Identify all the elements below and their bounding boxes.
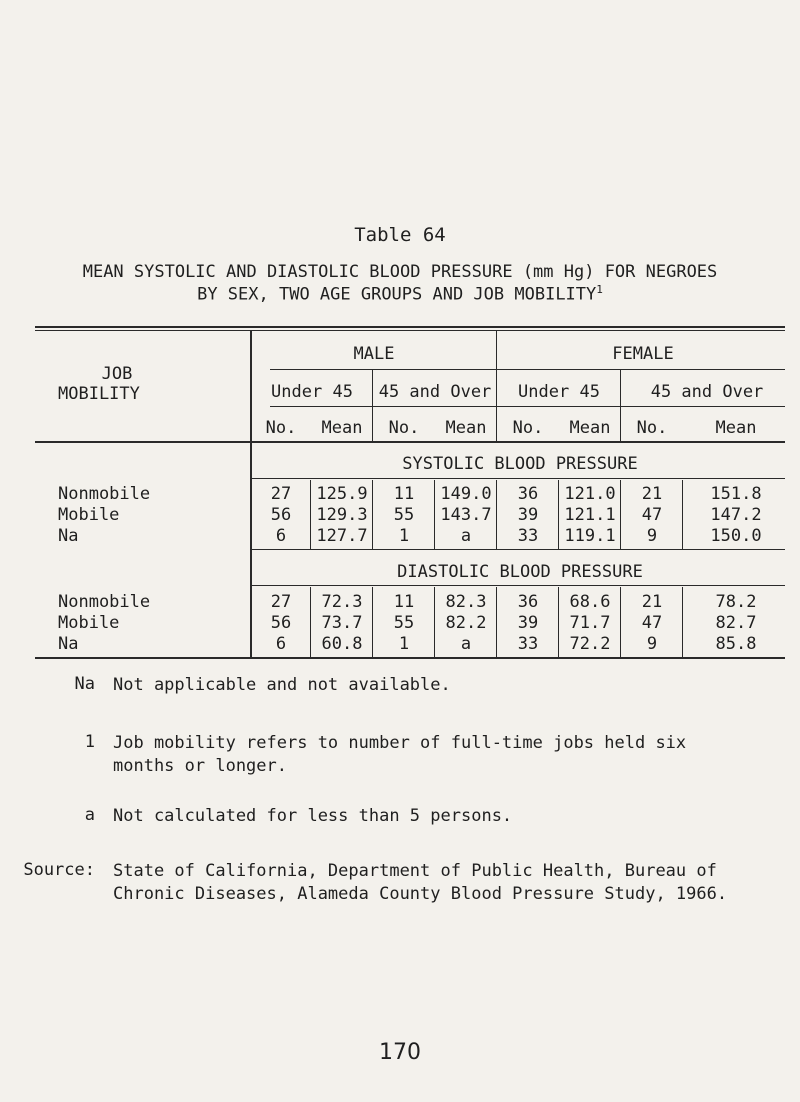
- table-label: Table 64: [354, 224, 446, 246]
- age-header-male-45-over: 45 and Over: [378, 382, 492, 402]
- row-label-nonmobile: Nonmobile: [58, 592, 151, 612]
- row-header-mobility: MOBILITY: [58, 384, 140, 404]
- table-cell: 21: [641, 484, 663, 504]
- table-cell: 11: [393, 592, 415, 612]
- note-key-1: 1: [84, 732, 95, 752]
- table-cell: 85.8: [715, 634, 757, 654]
- systolic-body-rule: [250, 549, 785, 550]
- table-cell: 27: [270, 484, 292, 504]
- table-cell: 47: [641, 613, 663, 633]
- table-cell: 55: [393, 505, 415, 525]
- col-divider-3: [434, 480, 435, 549]
- table-cell: 1: [398, 634, 410, 654]
- col-divider-13: [620, 587, 621, 657]
- sex-header-female: FEMALE: [612, 344, 674, 364]
- row-label-mobile: Mobile: [58, 613, 120, 633]
- col-header-no: No.: [512, 418, 544, 438]
- note-key-source: Source:: [23, 860, 95, 880]
- table-cell: 82.7: [715, 613, 757, 633]
- table-cell: 11: [393, 484, 415, 504]
- table-cell: 150.0: [710, 526, 762, 546]
- table-cell: 56: [270, 613, 292, 633]
- table-top-rule: [35, 326, 785, 328]
- table-cell: 127.7: [316, 526, 368, 546]
- table-cell: 147.2: [710, 505, 762, 525]
- column-header-rule: [35, 441, 785, 443]
- age-header-female-45-over: 45 and Over: [650, 382, 764, 402]
- male-age-divider: [372, 370, 373, 441]
- table-cell: 6: [275, 526, 287, 546]
- table-cell: 72.2: [569, 634, 611, 654]
- col-header-no: No.: [388, 418, 420, 438]
- age-header-rule: [270, 406, 785, 407]
- table-cell: 149.0: [440, 484, 492, 504]
- table-cell: 82.3: [445, 592, 487, 612]
- note-text-a: Not calculated for less than 5 persons.: [113, 806, 513, 826]
- table-cell: 121.0: [564, 484, 616, 504]
- table-cell: 119.1: [564, 526, 616, 546]
- table-cell: 33: [517, 634, 539, 654]
- col-divider-9: [372, 587, 373, 657]
- table-cell: 72.3: [321, 592, 363, 612]
- row-label-na: Na: [58, 526, 79, 546]
- table-cell: 21: [641, 592, 663, 612]
- table-cell: 60.8: [321, 634, 363, 654]
- table-cell: 78.2: [715, 592, 757, 612]
- table-cell: a: [460, 526, 472, 546]
- table-cell: 151.8: [710, 484, 762, 504]
- col-divider-14: [682, 587, 683, 657]
- table-cell: 33: [517, 526, 539, 546]
- section-title-diastolic: DIASTOLIC BLOOD PRESSURE: [397, 562, 643, 582]
- note-key-a: a: [84, 805, 95, 825]
- col-header-no: No.: [265, 418, 297, 438]
- sex-header-rule: [270, 369, 785, 370]
- col-header-mean: Mean: [569, 418, 611, 438]
- table-cell: 39: [517, 613, 539, 633]
- note-key-na: Na: [74, 674, 95, 694]
- female-age-divider: [620, 370, 621, 441]
- table-cell: 71.7: [569, 613, 611, 633]
- table-cell: 68.6: [569, 592, 611, 612]
- row-header-job: JOB: [101, 364, 133, 384]
- sex-divider: [496, 331, 497, 441]
- col-divider-1: [310, 480, 311, 549]
- col-divider-11: [496, 587, 497, 657]
- note-text-1: Job mobility refers to number of full-time jobs held six months or longer.: [113, 733, 687, 776]
- note-text-source: State of California, Department of Public Health, Bureau of Chronic Diseases, Alameda County Blood Pressure Study, 1966.: [113, 861, 728, 904]
- table-cell: 56: [270, 505, 292, 525]
- row-header-line-1: [58, 364, 238, 384]
- table-cell: 82.2: [445, 613, 487, 633]
- col-header-no: No.: [636, 418, 668, 438]
- col-divider-12: [558, 587, 559, 657]
- table-cell: 129.3: [316, 505, 368, 525]
- row-label-mobile: Mobile: [58, 505, 120, 525]
- table-cell: 73.7: [321, 613, 363, 633]
- sex-header-male: MALE: [353, 344, 395, 364]
- table-bottom-rule: [35, 657, 785, 659]
- col-header-mean: Mean: [321, 418, 363, 438]
- note-text-na: Not applicable and not available.: [113, 675, 451, 695]
- col-divider-5: [558, 480, 559, 549]
- table-cell: 121.1: [564, 505, 616, 525]
- row-label-na: Na: [58, 634, 79, 654]
- table-cell: a: [460, 634, 472, 654]
- table-cell: 39: [517, 505, 539, 525]
- table-cell: 9: [646, 526, 658, 546]
- age-header-male-under-45: Under 45: [271, 382, 353, 402]
- table-cell: 47: [641, 505, 663, 525]
- age-header-female-under-45: Under 45: [518, 382, 600, 402]
- table-cell: 9: [646, 634, 658, 654]
- table-cell: 125.9: [316, 484, 368, 504]
- table-title-line-2-text: BY SEX, TWO AGE GROUPS AND JOB MOBILITY: [197, 284, 597, 305]
- col-divider-10: [434, 587, 435, 657]
- table-cell: 1: [398, 526, 410, 546]
- col-divider-6: [620, 480, 621, 549]
- table-cell: 143.7: [440, 505, 492, 525]
- col-divider-4: [496, 480, 497, 549]
- table-cell: 55: [393, 613, 415, 633]
- col-divider-2: [372, 480, 373, 549]
- page-number: 170: [379, 1040, 421, 1065]
- table-cell: 36: [517, 592, 539, 612]
- title-footnote-mark: 1: [596, 283, 603, 296]
- table-cell: 6: [275, 634, 287, 654]
- col-header-mean: Mean: [715, 418, 757, 438]
- systolic-title-rule: [250, 478, 785, 479]
- table-top-rule-2: [35, 330, 785, 331]
- row-label-nonmobile: Nonmobile: [58, 484, 151, 504]
- col-header-mean: Mean: [445, 418, 487, 438]
- table-title-line-1: MEAN SYSTOLIC AND DIASTOLIC BLOOD PRESSURE (mm Hg) FOR NEGROES: [82, 262, 718, 282]
- col-divider-7: [682, 480, 683, 549]
- col-divider-8: [310, 587, 311, 657]
- table-cell: 36: [517, 484, 539, 504]
- diastolic-title-rule: [250, 585, 785, 586]
- section-title-systolic: SYSTOLIC BLOOD PRESSURE: [402, 454, 638, 474]
- table-cell: 27: [270, 592, 292, 612]
